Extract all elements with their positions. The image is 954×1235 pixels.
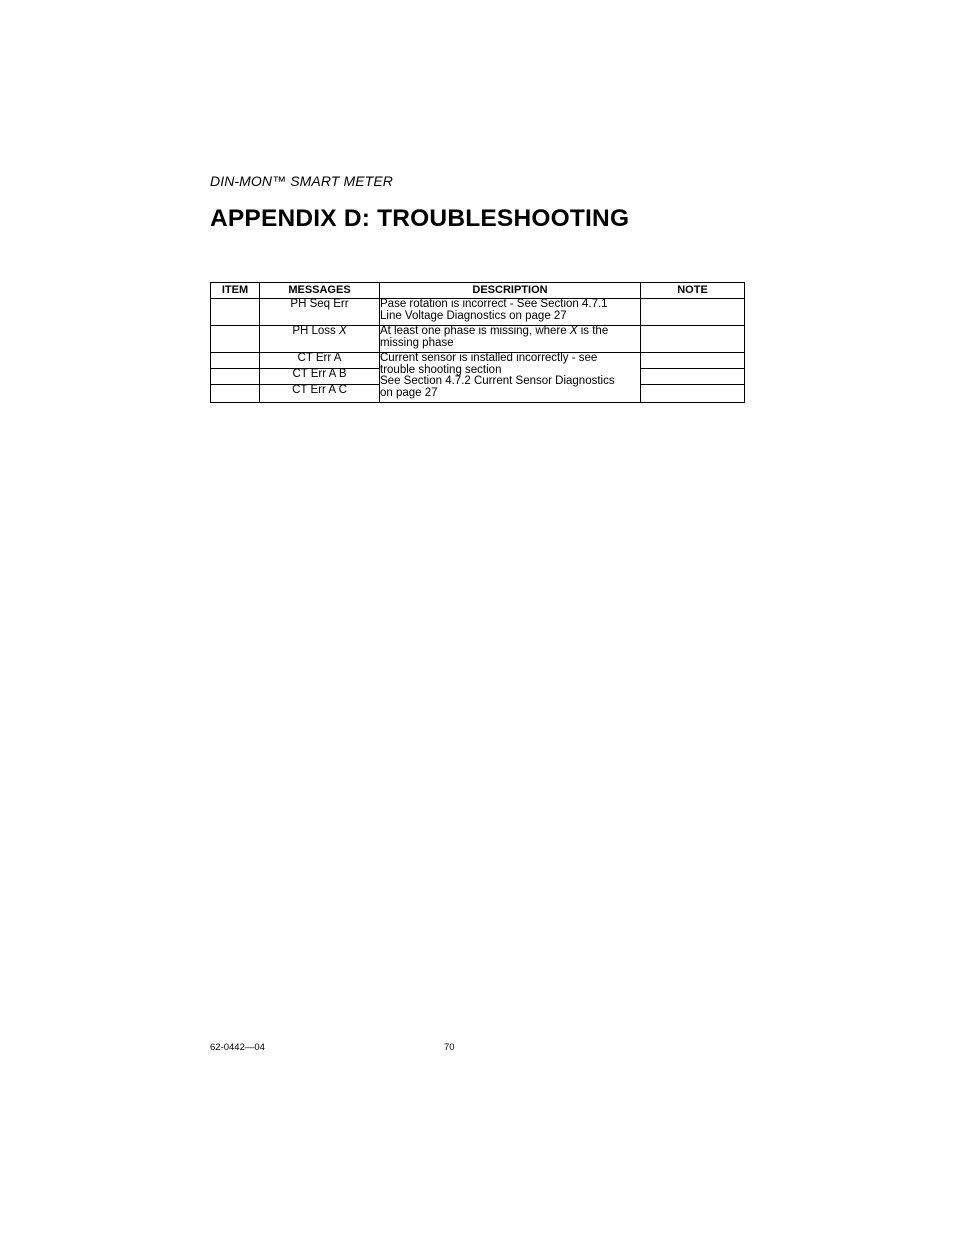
table-row: [211, 353, 745, 369]
description-variable: X: [569, 325, 578, 337]
description-line: [380, 326, 640, 338]
table-row: [211, 326, 745, 353]
description-line: See Section 4.7.2 Current Sensor Diagnostics: [380, 375, 615, 387]
message-cell: PH Seq Err: [260, 299, 380, 326]
table-header-row: [211, 283, 745, 299]
note-cell: [641, 369, 745, 385]
running-head: DIN-MON™ SMART METER: [210, 173, 393, 189]
description-line: Current sensor is installed incorrectly - see: [380, 352, 598, 364]
column-header-note: NOTE: [641, 283, 745, 299]
item-cell: [211, 326, 260, 353]
message-variable: X: [339, 325, 347, 337]
note-cell: [641, 353, 745, 369]
description-line: trouble shooting section: [380, 363, 502, 376]
message-text: PH Loss: [292, 325, 339, 337]
note-cell: [641, 326, 745, 353]
description-cell: [380, 353, 641, 403]
page-title: APPENDIX D: TROUBLESHOOTING: [210, 205, 630, 232]
description-line: on page 27: [380, 386, 438, 399]
description-text: At least one phase is missing, where: [380, 325, 570, 337]
description-cell: [380, 299, 641, 326]
message-cell: [260, 326, 380, 353]
page-number: 70: [444, 1042, 455, 1053]
note-cell: [641, 299, 745, 326]
column-header-item: ITEM: [211, 283, 260, 299]
message-cell: CT Err A B: [260, 369, 380, 385]
item-cell: [211, 369, 260, 385]
description-line: Pase rotation is incorrect - See Section 4.7.1: [380, 298, 608, 310]
troubleshooting-table: [210, 282, 745, 403]
description-text: is the: [577, 325, 609, 337]
document-number: 62-0442—04: [210, 1042, 265, 1053]
column-header-description: DESCRIPTION: [380, 283, 641, 299]
description-line: missing phase: [380, 336, 454, 349]
item-cell: [211, 353, 260, 369]
table-row: [211, 299, 745, 326]
message-cell: CT Err A: [260, 353, 380, 369]
column-header-messages: MESSAGES: [260, 283, 380, 299]
note-cell: [641, 385, 745, 403]
item-cell: [211, 299, 260, 326]
description-cell: [380, 326, 641, 353]
message-cell: CT Err A C: [260, 385, 380, 403]
description-line: Line Voltage Diagnostics on page 27: [380, 309, 567, 322]
item-cell: [211, 385, 260, 403]
